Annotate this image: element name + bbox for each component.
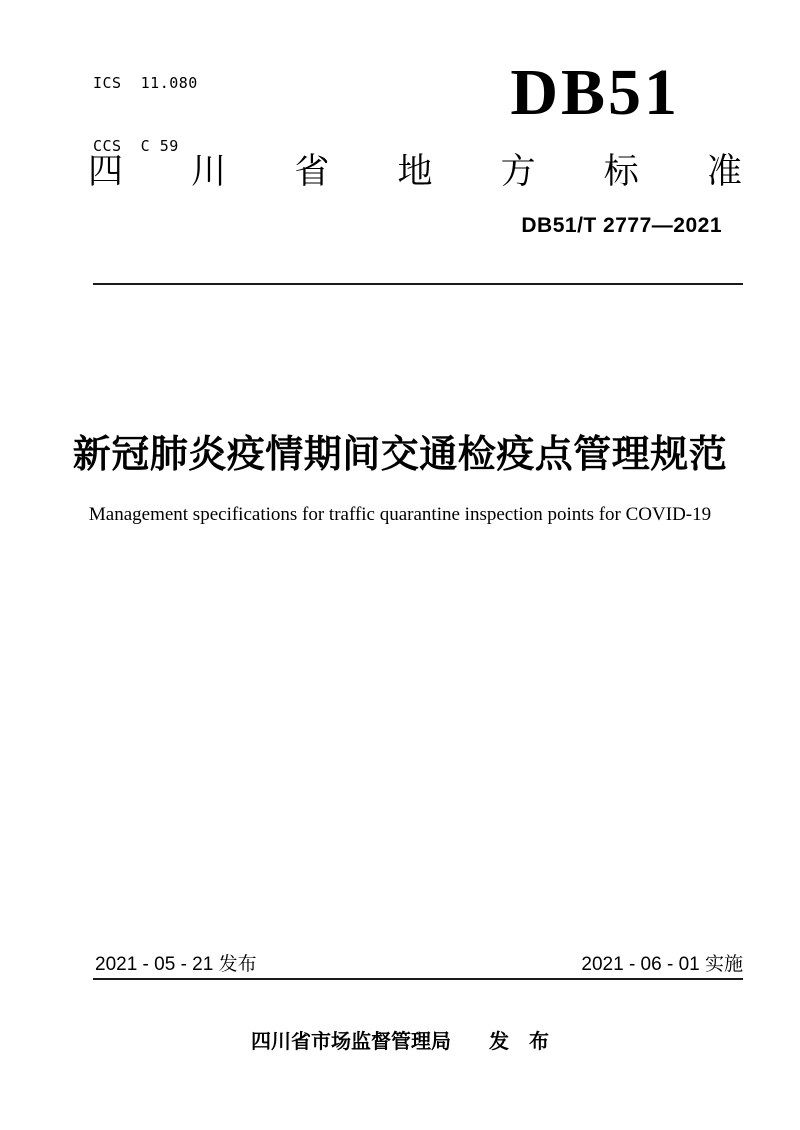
- db51-logo: DB51: [510, 56, 680, 129]
- standard-name-char: 标: [603, 152, 639, 191]
- standard-name-char: 省: [294, 152, 330, 191]
- standard-name-char: 方: [500, 152, 536, 191]
- publisher-name: 四川省市场监督管理局: [251, 1031, 451, 1053]
- ics-code: ICS 11.080: [93, 74, 198, 92]
- publish-label: 发 布: [489, 1031, 549, 1053]
- dates-row: [95, 953, 743, 977]
- standard-name-char: 准: [706, 152, 742, 191]
- publisher-row: [0, 1029, 800, 1055]
- standard-name-char: 四: [88, 152, 124, 191]
- document-title-english: Management specifications for traffic quarantine inspection points for COVID-19: [88, 504, 712, 525]
- standard-name-row: [88, 152, 742, 192]
- implementation-date: 2021 - 06 - 01 实施: [581, 954, 743, 975]
- header-divider-line: [93, 283, 743, 285]
- footer-divider-line: [93, 978, 743, 980]
- standard-name-char: 地: [397, 152, 433, 191]
- document-title-chinese: 新冠肺炎疫情期间交通检疫点管理规范: [72, 434, 728, 476]
- standard-number: DB51/T 2777—2021: [521, 214, 722, 237]
- standard-name-char: 川: [191, 152, 227, 191]
- ccs-code: CCS C 59: [93, 137, 179, 155]
- issue-date: 2021 - 05 - 21 发布: [95, 954, 257, 975]
